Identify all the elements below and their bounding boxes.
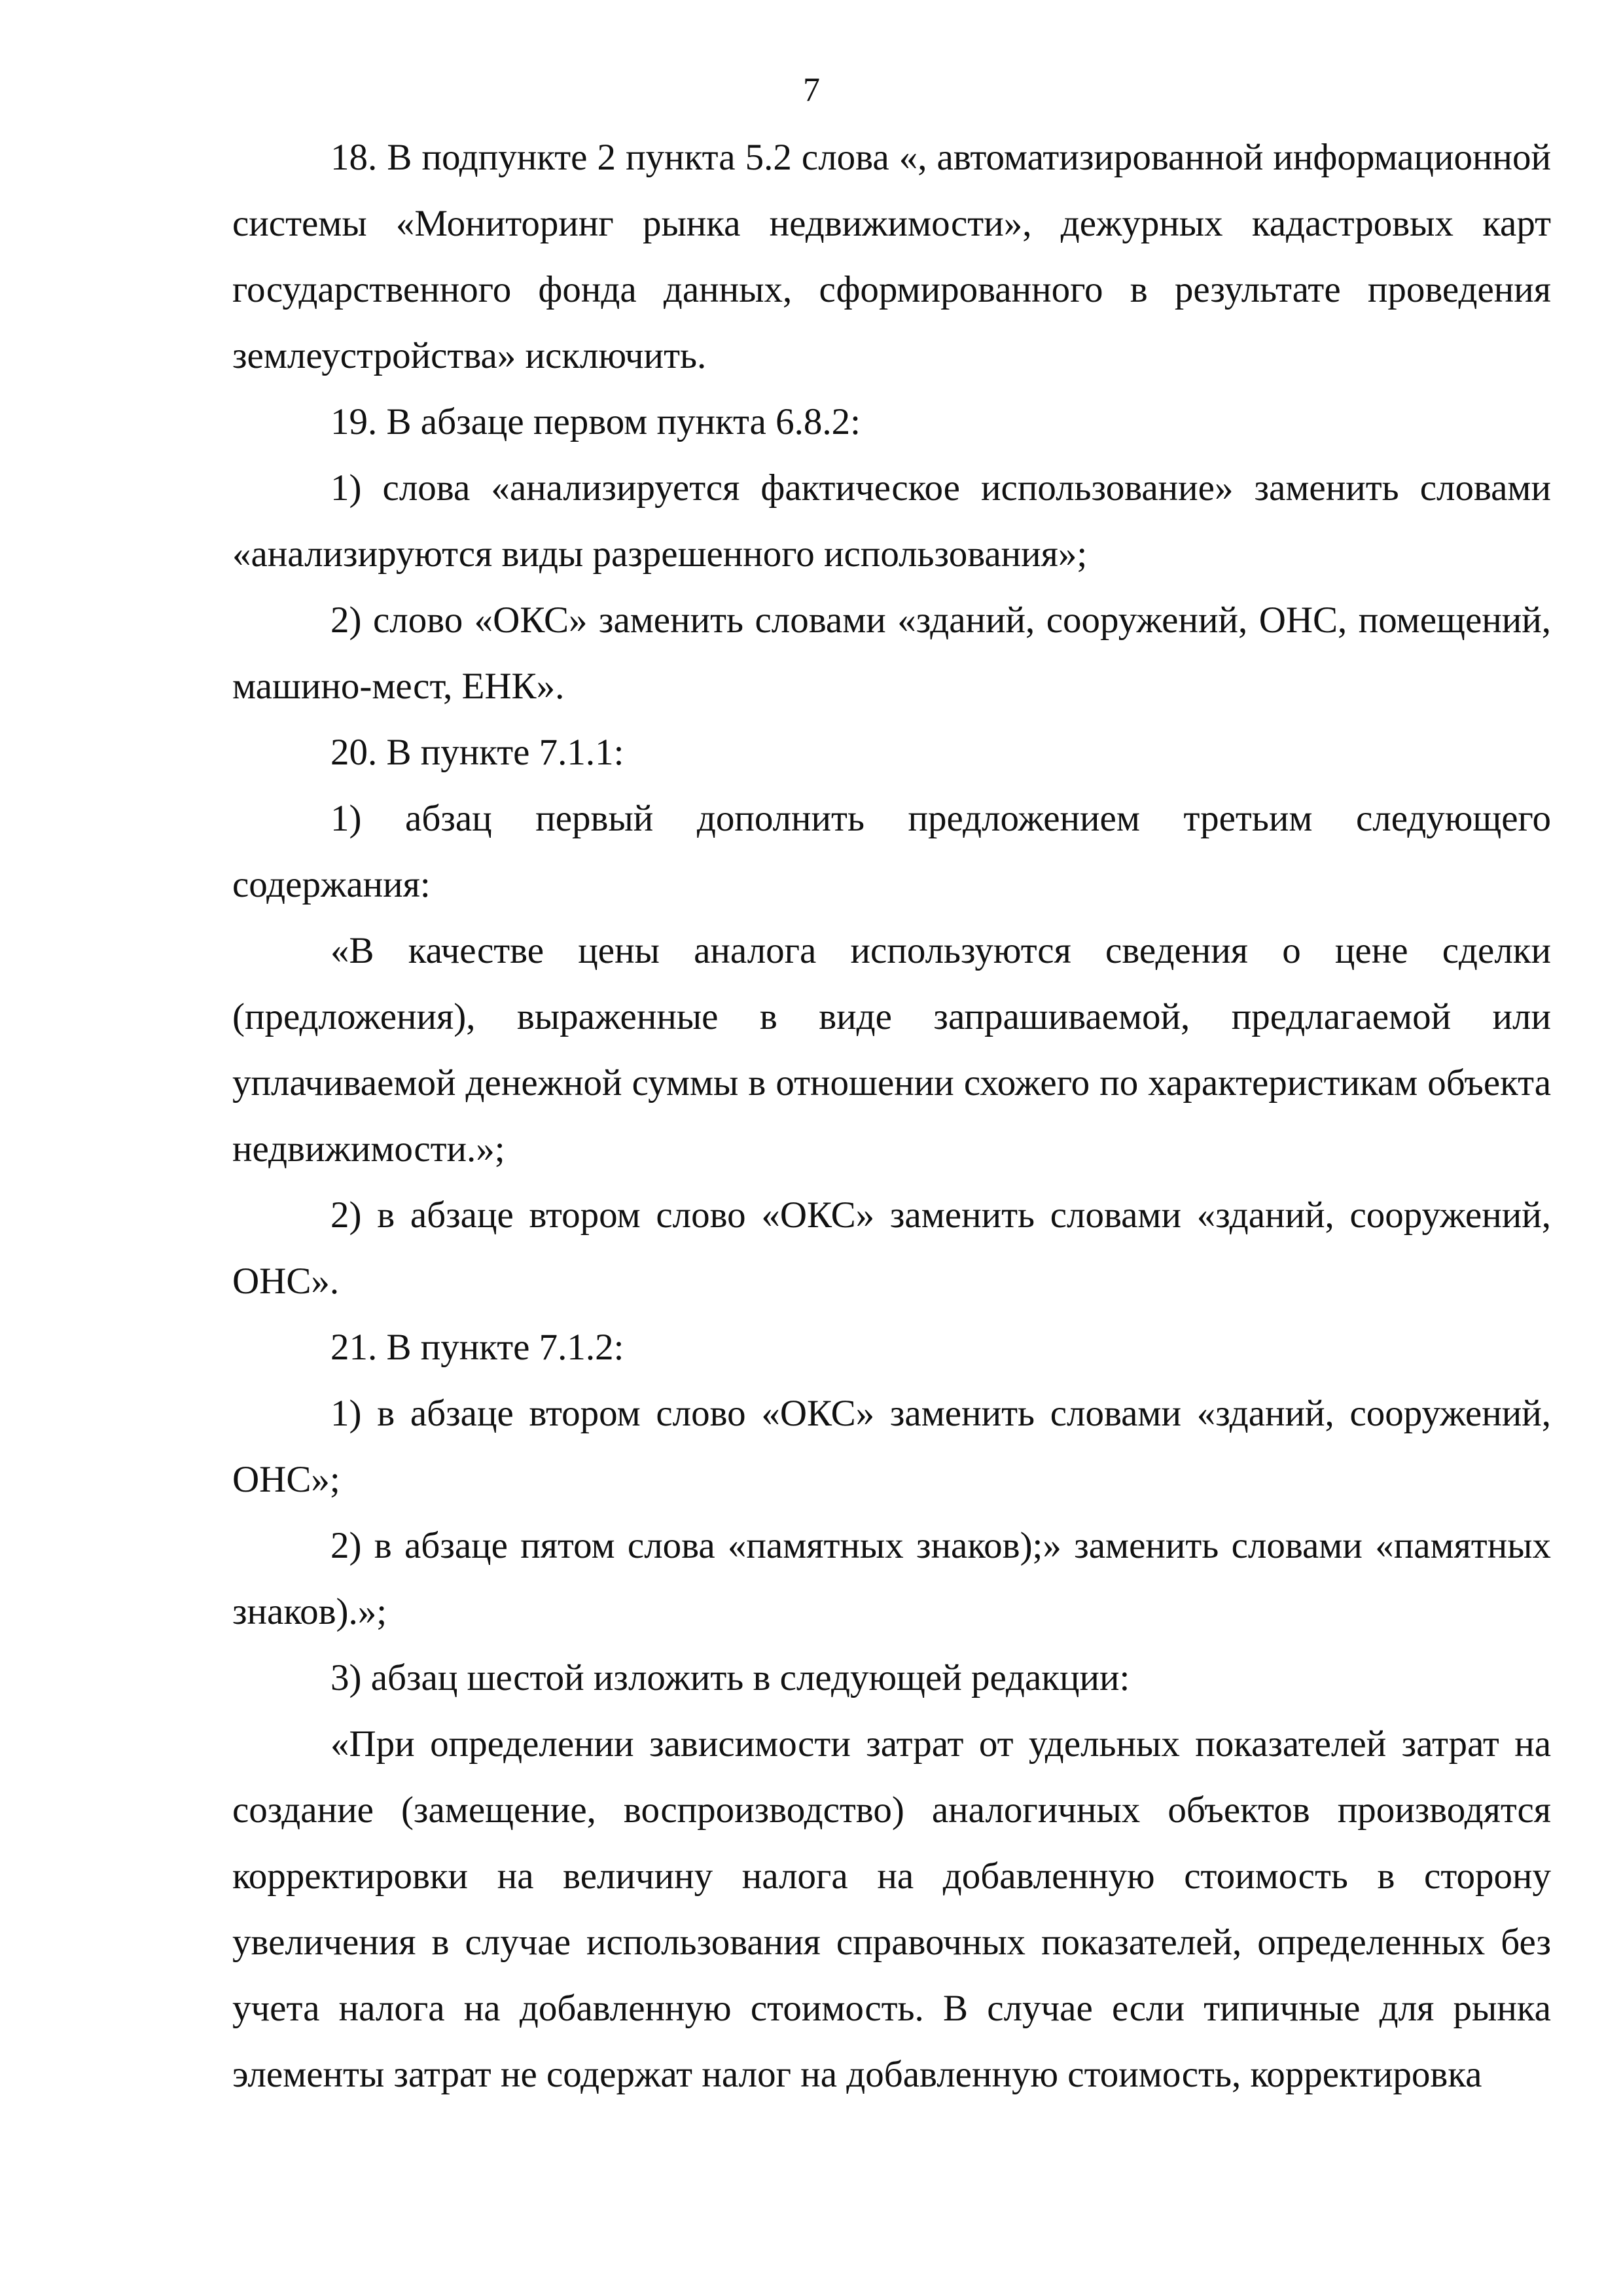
paragraph-item-19-sub-1: 1) слова «анализируется фактическое использование» заменить словами «анализируются виды разрешенного использования»;: [232, 467, 1551, 575]
paragraph-item-21-sub-3: 3) абзац шестой изложить в следующей редакции:: [330, 1657, 1130, 1698]
paragraph-item-19-sub-2: 2) слово «ОКС» заменить словами «зданий, сооружений, ОНС, помещений, машино-мест, ЕНК».: [232, 600, 1551, 707]
page-number: 7: [803, 71, 820, 109]
paragraph-item-20-quote: «В качестве цены аналога используются сведения о цене сделки (предложения), выраженные в виде запрашиваемой, предлагаемой или уплачиваемой денежной суммы в отношении схожего по характеристикам объекта недвижимости.»;: [232, 930, 1551, 1170]
paragraph-item-21-quote: «При определении зависимости затрат от удельных показателей затрат на создание (замещение, воспроизводство) аналогичных объектов производятся корректировки на величину налога на добавленную стоимость в сторону увеличения в случае использования справочных показателей, определенных без учета налога на добавленную стоимость. В случае если типичные для рынка элементы затрат не содержат налог на добавленную стоимость, корректировка: [232, 1723, 1551, 2095]
document-body: [232, 124, 1551, 2108]
paragraph-item-21-heading: 21. В пункте 7.1.2:: [330, 1327, 624, 1368]
paragraph-item-19-heading: 19. В абзаце первом пункта 6.8.2:: [330, 401, 861, 442]
paragraph-item-21-sub-1: 1) в абзаце втором слово «ОКС» заменить словами «зданий, сооружений, ОНС»;: [232, 1393, 1551, 1500]
paragraph-item-21-sub-2: 2) в абзаце пятом слова «памятных знаков);» заменить словами «памятных знаков).»;: [232, 1525, 1551, 1632]
paragraph-item-18: 18. В подпункте 2 пункта 5.2 слова «, автоматизированной информационной системы «Мониторинг рынка недвижимости», дежурных кадастровых карт государственного фонда данных, сформированного в результате проведения землеустройства» исключить.: [232, 137, 1551, 376]
paragraph-item-20-heading: 20. В пункте 7.1.1:: [330, 732, 624, 773]
paragraph-item-20-sub-2: 2) в абзаце втором слово «ОКС» заменить словами «зданий, сооружений, ОНС».: [232, 1194, 1551, 1302]
paragraph-item-20-sub-1: 1) абзац первый дополнить предложением третьим следующего содержания:: [232, 798, 1551, 905]
